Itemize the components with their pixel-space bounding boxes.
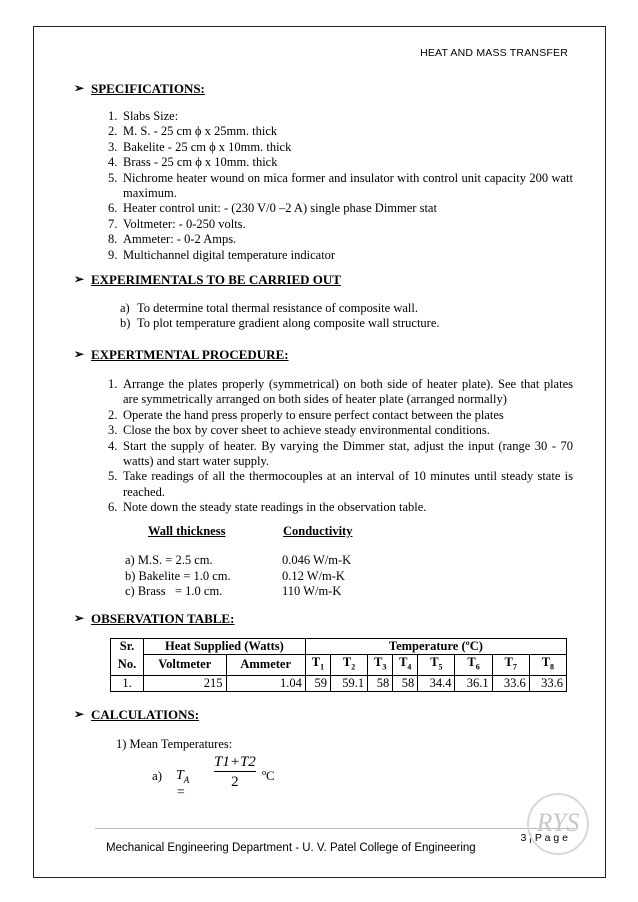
page-number: 3 | P a g e bbox=[520, 832, 568, 844]
wall-row-conductivity: 0.046 W/m-K bbox=[282, 553, 352, 567]
list-item bbox=[108, 109, 573, 124]
section-title-calculations bbox=[74, 707, 200, 723]
wall-row-label: c) bbox=[125, 584, 135, 598]
list-item-text: Close the box by cover sheet to achieve steady environmental conditions. bbox=[123, 423, 490, 438]
subscript: 7 bbox=[512, 662, 517, 672]
temperature-cell: 58 bbox=[393, 675, 418, 691]
wall-row bbox=[125, 569, 425, 585]
temperature-cell: 33.6 bbox=[492, 675, 529, 691]
subscript: 8 bbox=[550, 662, 555, 672]
formula-lhs: $T_A$ = bbox=[176, 768, 190, 800]
conductivity-heading: Conductivity bbox=[283, 524, 353, 538]
list-item bbox=[108, 248, 573, 263]
list-item-number: 2. bbox=[108, 407, 118, 422]
observation-table bbox=[110, 638, 567, 692]
sr-header-2: No. bbox=[111, 655, 144, 676]
procedure-list bbox=[108, 377, 573, 516]
temperature-cell: 59 bbox=[305, 675, 330, 691]
list-item-number: 3. bbox=[108, 423, 118, 438]
list-item-number: a) bbox=[120, 301, 130, 315]
arrow-bullet-icon: ➢ bbox=[74, 611, 85, 625]
list-item-number: 1. bbox=[108, 109, 118, 123]
section-title-procedure bbox=[74, 347, 289, 363]
list-item-text: Start the supply of heater. By varying the Dimmer stat, adjust the input (range 30 - 70 watts) and start water supply. bbox=[123, 438, 573, 469]
wall-row-material: M.S. = 2.5 cm. bbox=[137, 553, 213, 567]
temperature-header: Temperature (ºC) bbox=[305, 639, 566, 655]
list-item-text: Heater control unit: - (230 V/0 –2 A) single phase Dimmer stat bbox=[123, 201, 437, 216]
list-item bbox=[108, 439, 573, 470]
list-item bbox=[108, 423, 573, 438]
formula-numerator: T1+T2 bbox=[214, 754, 256, 770]
section-title-observation bbox=[74, 611, 235, 627]
list-item-number: 6. bbox=[108, 201, 118, 216]
list-item-text: Voltmeter: - 0-250 volts. bbox=[123, 216, 246, 231]
temperature-column-header: $T_4$ bbox=[393, 655, 418, 676]
list-item-text: M. S. - 25 cm ϕ x 25mm. thick bbox=[123, 124, 278, 139]
specifications-title: SPECIFICATIONS: bbox=[91, 81, 205, 96]
list-item bbox=[120, 301, 570, 316]
section-title-specifications bbox=[74, 81, 205, 97]
procedure-title: EXPERTMENTAL PROCEDURE: bbox=[91, 347, 289, 362]
list-item-number: 6. bbox=[108, 500, 118, 515]
list-item-text: To determine total thermal resistance of composite wall. bbox=[137, 301, 418, 315]
wall-row bbox=[125, 553, 425, 569]
page-header: HEAT AND MASS TRANSFER bbox=[420, 47, 568, 59]
list-item-text: Ammeter: - 0-2 Amps. bbox=[123, 232, 237, 247]
list-item bbox=[108, 155, 573, 170]
arrow-bullet-icon: ➢ bbox=[74, 707, 85, 721]
list-item-number: 9. bbox=[108, 247, 118, 262]
ammeter-cell: 1.04 bbox=[226, 675, 305, 691]
wall-row-material: Brass = 1.0 cm. bbox=[137, 584, 223, 598]
table-row bbox=[111, 675, 567, 691]
list-item bbox=[108, 377, 573, 408]
subscript: 2 bbox=[351, 662, 356, 672]
list-item-text: Note down the steady state readings in the observation table. bbox=[123, 500, 427, 515]
calculations-title: CALCULATIONS: bbox=[91, 707, 200, 722]
list-item bbox=[108, 201, 573, 216]
list-item bbox=[108, 217, 573, 232]
list-item-text: Multichannel digital temperature indicator bbox=[123, 247, 336, 262]
list-item-text: Take readings of all the thermocouples at an interval of 10 minutes until steady state is reached. bbox=[123, 469, 573, 499]
temperature-column-header: $T_2$ bbox=[330, 655, 367, 676]
list-item-number: 5. bbox=[108, 469, 118, 484]
temperature-column-header: $T_5$ bbox=[418, 655, 455, 676]
mean-temperature-formula bbox=[152, 754, 275, 800]
formula-denominator: 2 bbox=[214, 771, 256, 791]
list-item-text: Nichrome heater wound on mica former and insulator with control unit capacity 200 watt maximum. bbox=[123, 170, 573, 201]
ammeter-header: Ammeter bbox=[226, 655, 305, 676]
temperature-cell: 59.1 bbox=[330, 675, 367, 691]
list-item bbox=[120, 316, 570, 331]
subscript: 3 bbox=[382, 662, 387, 672]
wall-row-label: a) bbox=[125, 553, 135, 567]
experiments-title: EXPERIMENTALS TO BE CARRIED OUT bbox=[91, 272, 341, 287]
list-item-text: Brass - 25 cm ϕ x 10mm. thick bbox=[123, 155, 278, 170]
formula-lhs-sub: A bbox=[183, 774, 190, 785]
voltmeter-cell: 215 bbox=[144, 675, 227, 691]
list-item-text: To plot temperature gradient along composite wall structure. bbox=[137, 316, 440, 331]
footer-divider bbox=[95, 828, 575, 829]
list-item-number: b) bbox=[120, 316, 131, 331]
section-title-experiments bbox=[74, 272, 341, 288]
list-item-number: 8. bbox=[108, 232, 118, 247]
list-item-number: 4. bbox=[108, 155, 118, 170]
wall-row-conductivity: 110 W/m-K bbox=[282, 584, 342, 598]
wall-thickness-heading: Wall thickness bbox=[148, 524, 226, 538]
list-item-text: Slabs Size: bbox=[123, 109, 179, 123]
list-item-text: Bakelite - 25 cm ϕ x 10mm. thick bbox=[123, 139, 292, 154]
sr-header-1: Sr. bbox=[111, 639, 144, 655]
list-item bbox=[108, 408, 573, 423]
temperature-cell: 58 bbox=[368, 675, 393, 691]
temperature-cell: 34.4 bbox=[418, 675, 455, 691]
subscript: 5 bbox=[438, 662, 443, 672]
formula-label: a) bbox=[152, 768, 163, 783]
temperature-column-header: $T_3$ bbox=[368, 655, 393, 676]
wall-row-conductivity: 0.12 W/m-K bbox=[282, 568, 345, 583]
sr-cell: 1. bbox=[111, 675, 144, 691]
list-item bbox=[108, 140, 573, 155]
subscript: 6 bbox=[475, 662, 480, 672]
subscript: 1 bbox=[320, 662, 325, 672]
list-item bbox=[108, 469, 573, 500]
temperature-column-header: $T_7$ bbox=[492, 655, 529, 676]
list-item bbox=[108, 500, 573, 515]
wall-row-material: Bakelite = 1.0 cm. bbox=[138, 568, 231, 583]
list-item-text: Operate the hand press properly to ensure perfect contact between the plates bbox=[123, 407, 504, 422]
list-item-number: 1. bbox=[108, 377, 118, 391]
specifications-list bbox=[108, 109, 573, 263]
heat-supplied-header: Heat Supplied (Watts) bbox=[144, 639, 306, 655]
temperature-cell: 33.6 bbox=[529, 675, 566, 691]
list-item bbox=[108, 232, 573, 247]
list-item-number: 7. bbox=[108, 216, 118, 231]
temperature-column-header: $T_6$ bbox=[455, 655, 492, 676]
temperature-cell: 36.1 bbox=[455, 675, 492, 691]
wall-row bbox=[125, 584, 425, 600]
wall-row-label: b) bbox=[125, 568, 136, 583]
list-item-number: 5. bbox=[108, 170, 118, 185]
formula-unit: ºC bbox=[262, 768, 275, 783]
subscript: 4 bbox=[407, 662, 412, 672]
rys-logo-watermark: RYS bbox=[527, 793, 589, 855]
calc-step: 1) Mean Temperatures: bbox=[116, 737, 233, 751]
temperature-column-header: $T_1$ bbox=[305, 655, 330, 676]
list-item bbox=[108, 124, 573, 139]
observation-title: OBSERVATION TABLE: bbox=[91, 611, 235, 626]
experiments-list bbox=[120, 301, 570, 332]
arrow-bullet-icon: ➢ bbox=[74, 81, 85, 95]
list-item-text: Arrange the plates properly (symmetrical) on both side of heater plate). See that plates are symmetrically arranged on both sides of heater plate (arranged normally) bbox=[123, 377, 573, 407]
list-item bbox=[108, 171, 573, 202]
list-item-number: 3. bbox=[108, 139, 118, 154]
formula-fraction bbox=[214, 754, 256, 791]
list-item-number: 2. bbox=[108, 124, 118, 139]
arrow-bullet-icon: ➢ bbox=[74, 347, 85, 361]
voltmeter-header: Voltmeter bbox=[144, 655, 227, 676]
temperature-column-header: $T_8$ bbox=[529, 655, 566, 676]
arrow-bullet-icon: ➢ bbox=[74, 272, 85, 286]
footer-text: Mechanical Engineering Department - U. V. Patel College of Engineering bbox=[106, 842, 476, 854]
list-item-number: 4. bbox=[108, 438, 118, 453]
formula-lhs-symbol: T bbox=[176, 768, 184, 783]
